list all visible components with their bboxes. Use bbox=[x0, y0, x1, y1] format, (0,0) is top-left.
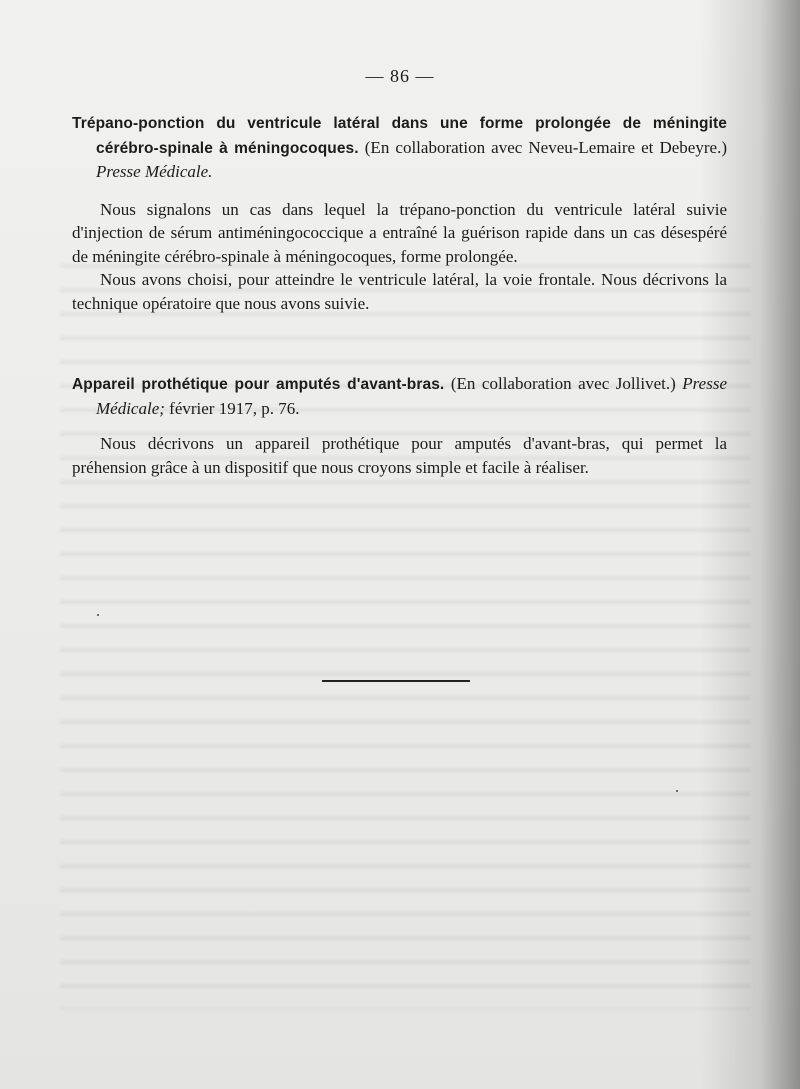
entry-paragraph: Nous avons choisi, pour atteindre le ventricule latéral, la voie frontale. Nous décrivons la technique opératoire que nous avons suivie. bbox=[72, 270, 727, 313]
entry-paragraph: Nous signalons un cas dans lequel la trépano-ponction du ventricule latéral suivie d'injection de sérum antiméningococcique a entraîné la guérison rapide dans un cas désespéré de méningite cérébro-spinale à méningocoques, forme prolongée. bbox=[72, 199, 727, 266]
entry-title: Trépano-ponction du ventricule latéral dans une forme prolongée de méningite cérébro-spinale à méningocoques. bbox=[72, 115, 727, 157]
entry-heading bbox=[72, 111, 727, 184]
print-speck bbox=[676, 790, 678, 792]
entry-heading bbox=[72, 372, 727, 420]
bibliography-entry bbox=[72, 111, 727, 315]
entry-collaboration: (En collaboration avec Jollivet.) bbox=[444, 374, 683, 393]
entry-title: Appareil prothétique pour amputés d'avant-bras. bbox=[72, 376, 445, 393]
page-number: — 86 — bbox=[365, 66, 435, 86]
print-speck bbox=[97, 614, 99, 616]
entry-publication: Presse Médicale; bbox=[96, 374, 727, 418]
entry-collaboration: (En collaboration avec Neveu-Lemaire et Debeyre.) bbox=[358, 137, 727, 157]
show-through-texture bbox=[60, 250, 750, 1010]
entry-details: février 1917, p. 76. bbox=[164, 398, 300, 418]
bibliography-entry bbox=[72, 372, 727, 479]
entry-publication: Presse Médicale. bbox=[96, 162, 213, 181]
entry-paragraph: Nous décrivons un appareil prothétique pour amputés d'avant-bras, qui permet la préhension grâce à un dispositif que nous croyons simple et facile à réaliser. bbox=[72, 434, 727, 477]
section-divider bbox=[322, 680, 470, 682]
